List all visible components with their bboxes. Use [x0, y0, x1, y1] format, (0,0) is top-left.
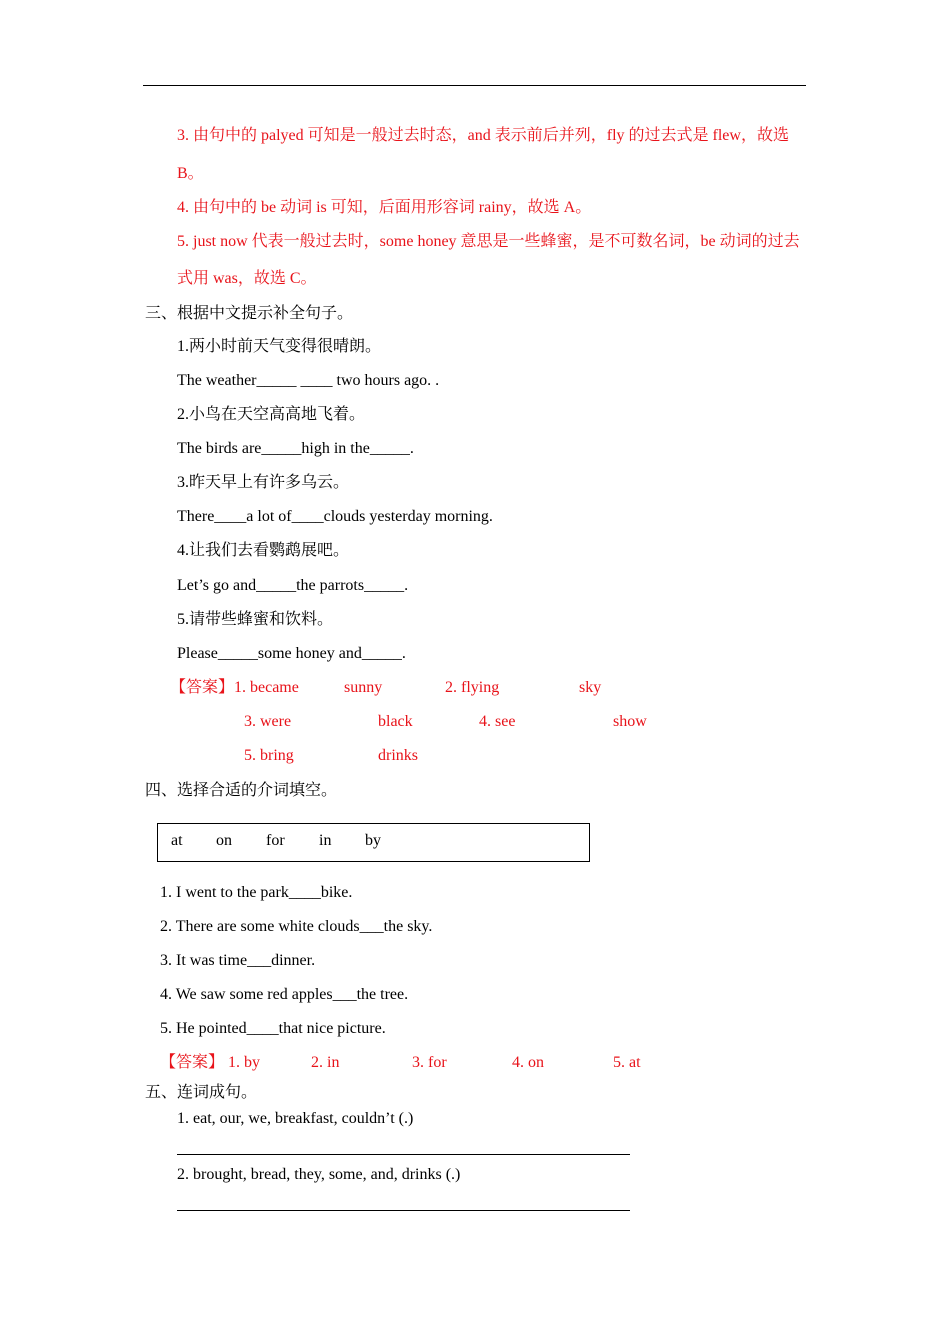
s3-q1-chinese: 1.两小时前天气变得很晴朗。 — [177, 338, 382, 355]
s3-q4-chinese: 4.让我们去看鹦鹉展吧。 — [177, 542, 350, 559]
s3-answer-4a: 4. see — [479, 713, 516, 730]
s4-q4: 4. We saw some red apples___the tree. — [160, 986, 409, 1003]
s3-answer-5a: 5. bring — [244, 747, 294, 764]
explanation-5-line2: 式用 was，故选 C。 — [177, 270, 317, 287]
s3-q3-chinese: 3.昨天早上有许多乌云。 — [177, 474, 350, 491]
section5-heading: 五、连词成句。 — [145, 1084, 258, 1101]
s5-q1: 1. eat, our, we, breakfast, couldn’t (.) — [177, 1110, 414, 1127]
s3-answer-1a: 1. became — [234, 679, 299, 696]
s3-q5-english: Please_____some honey and_____. — [177, 645, 406, 662]
s4-answer-2: 2. in — [311, 1054, 340, 1071]
s4-q1: 1. I went to the park____bike. — [160, 884, 353, 901]
word-box-item: on — [216, 832, 232, 849]
s4-answer-5: 5. at — [613, 1054, 641, 1071]
word-box-item: by — [365, 832, 381, 849]
s4-answer-4: 4. on — [512, 1054, 544, 1071]
section4-heading: 四、选择合适的介词填空。 — [145, 782, 338, 799]
s4-q3: 3. It was time___dinner. — [160, 952, 316, 969]
explanation-4: 4. 由句中的 be 动词 is 可知，后面用形容词 rainy，故选 A。 — [177, 199, 592, 216]
s4-answer-label: 【答案】 — [160, 1054, 225, 1071]
s3-answer-3a: 3. were — [244, 713, 292, 730]
s3-q2-english: The birds are_____high in the_____. — [177, 440, 414, 457]
s3-q1-english: The weather_____ ____ two hours ago. . — [177, 372, 440, 389]
s4-q5: 5. He pointed____that nice picture. — [160, 1020, 386, 1037]
s3-answer-4b: show — [613, 713, 647, 730]
explanation-3-line2: B。 — [177, 165, 204, 182]
s5-q1-answer-line — [177, 1154, 630, 1155]
s3-q2-chinese: 2.小鸟在天空高高地飞着。 — [177, 406, 366, 423]
s4-answer-3: 3. for — [412, 1054, 447, 1071]
s3-answer-5b: drinks — [378, 747, 418, 764]
s3-q5-chinese: 5.请带些蜂蜜和饮料。 — [177, 611, 334, 628]
s3-answer-3b: black — [378, 713, 413, 730]
s3-answer-2a: 2. flying — [445, 679, 500, 696]
header-rule — [143, 85, 806, 86]
s4-q2: 2. There are some white clouds___the sky. — [160, 918, 433, 935]
word-box-item: for — [266, 832, 285, 849]
section3-heading: 三、根据中文提示补全句子。 — [145, 305, 354, 322]
s3-answer-label: 【答案】 — [170, 679, 235, 696]
s3-q3-english: There____a lot of____clouds yesterday morning. — [177, 508, 493, 525]
s4-answer-1: 1. by — [228, 1054, 260, 1071]
s5-q2: 2. brought, bread, they, some, and, drinks (.) — [177, 1166, 461, 1183]
s5-q2-answer-line — [177, 1210, 630, 1211]
explanation-5-line1: 5. just now 代表一般过去时，some honey 意思是一些蜂蜜，是不可数名词，be 动词的过去 — [177, 233, 800, 250]
s3-answer-2b: sky — [579, 679, 602, 696]
preposition-word-box — [157, 823, 590, 862]
word-box-item: at — [171, 832, 183, 849]
word-box-item: in — [319, 832, 332, 849]
s3-q4-english: Let’s go and_____the parrots_____. — [177, 577, 409, 594]
s3-answer-1b: sunny — [344, 679, 383, 696]
explanation-3-line1: 3. 由句中的 palyed 可知是一般过去时态，and 表示前后并列，fly 的过去式是 flew，故选 — [177, 127, 789, 144]
